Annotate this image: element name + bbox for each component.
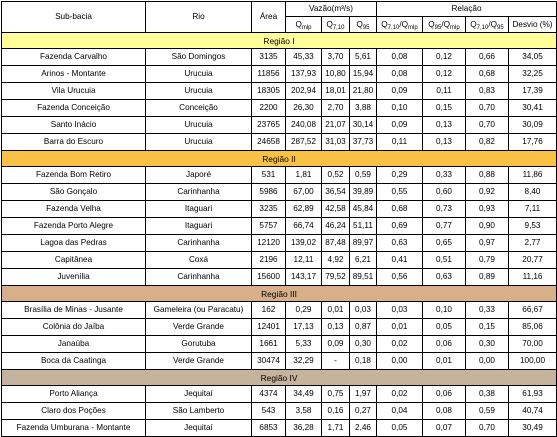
table-row [2,83,557,100]
cell-ratio-2: 0,06 [423,336,466,353]
cell-ratio-1: 0,02 [377,336,423,353]
cell-q7-10: 4,92 [322,252,350,269]
cell-desvio: 7,11 [509,201,557,218]
region-title: Região I [2,33,557,49]
cell-desvio: 32,25 [509,66,557,83]
cell-subbacia: Juvenília [2,269,146,286]
cell-subbacia: Capitânea [2,252,146,269]
cell-q95: 30,14 [350,117,377,134]
cell-ratio-3: 0,79 [466,252,509,269]
cell-rio: Carinhanha [146,269,252,286]
cell-ratio-2: 0,65 [423,235,466,252]
cell-ratio-3: 0,83 [466,83,509,100]
cell-q7-10: 79,52 [322,269,350,286]
cell-ratio-3: 0,33 [466,302,509,319]
cell-rio: Gorutuba [146,336,252,353]
cell-q-mlp: 202,94 [286,83,322,100]
cell-subbacia: Lagoa das Pedras [2,235,146,252]
cell-q7-10: 0,13 [322,319,350,336]
cell-q-mlp: 1,81 [286,167,322,184]
cell-q-mlp: 45,33 [286,49,322,66]
header-desvio: Desvio (%) [509,17,557,33]
table-row [2,184,557,201]
cell-ratio-3: 0,88 [466,167,509,184]
cell-q7-10: 18,01 [322,83,350,100]
cell-ratio-3: 0,66 [466,49,509,66]
cell-q-mlp: 67,00 [286,184,322,201]
cell-desvio: 100,00 [509,353,557,370]
cell-q95: 0,30 [350,336,377,353]
table-row [2,235,557,252]
cell-ratio-2: 0,10 [423,302,466,319]
table-row [2,100,557,117]
cell-q7-10: 0,09 [322,336,350,353]
cell-rio: Itaguari [146,201,252,218]
cell-desvio: 2,77 [509,235,557,252]
cell-ratio-3: 0,68 [466,66,509,83]
cell-rio: Japoré [146,167,252,184]
region-header [2,370,557,386]
cell-ratio-1: 0,55 [377,184,423,201]
cell-rio: Itaguari [146,218,252,235]
cell-q95: 0,59 [350,167,377,184]
cell-area: 2200 [252,100,286,117]
cell-area: 4374 [252,386,286,403]
cell-q95: 1,97 [350,386,377,403]
cell-ratio-1: 0,08 [377,66,423,83]
cell-ratio-1: 0,41 [377,252,423,269]
cell-area: 12401 [252,319,286,336]
cell-q7-10: 21,07 [322,117,350,134]
cell-q95: 2,46 [350,420,377,437]
header-q95: $Q_{95}$ [350,17,377,33]
cell-q95: 37,73 [350,134,377,151]
table-row [2,336,557,353]
cell-area: 11856 [252,66,286,83]
cell-area: 162 [252,302,286,319]
cell-rio: Carinhanha [146,184,252,201]
cell-area: 3135 [252,49,286,66]
cell-ratio-1: 0,69 [377,218,423,235]
cell-ratio-2: 0,06 [423,386,466,403]
cell-desvio: 11,16 [509,269,557,286]
cell-ratio-1: 0,04 [377,403,423,420]
cell-area: 15600 [252,269,286,286]
cell-area: 30474 [252,353,286,370]
region-header [2,286,557,302]
cell-ratio-3: 0,70 [466,420,509,437]
cell-rio: Conceição [146,100,252,117]
table-row [2,117,557,134]
table-row [2,302,557,319]
cell-ratio-3: 0,70 [466,117,509,134]
cell-rio: Urucuia [146,66,252,83]
cell-area: 2196 [252,252,286,269]
cell-ratio-3: 0,89 [466,269,509,286]
cell-q-mlp: 139,02 [286,235,322,252]
cell-q-mlp: 36,28 [286,420,322,437]
header-ratio-q7-10-q95: $Q_{7,10}/Q_{95}$ [466,17,509,33]
cell-ratio-2: 0,13 [423,117,466,134]
cell-rio: São Domingos [146,49,252,66]
cell-area: 5757 [252,218,286,235]
cell-ratio-1: 0,03 [377,302,423,319]
cell-q95: 0,27 [350,403,377,420]
header-area: Área [252,2,286,33]
cell-q7-10: 1,71 [322,420,350,437]
discharge-table [1,1,557,437]
table-row [2,66,557,83]
cell-q7-10: 42,58 [322,201,350,218]
cell-ratio-2: 0,05 [423,319,466,336]
cell-area: 5986 [252,184,286,201]
cell-q95: 51,11 [350,218,377,235]
cell-q95: 45,84 [350,201,377,218]
cell-subbacia: Boca da Caatinga [2,353,146,370]
cell-q95: 21,80 [350,83,377,100]
cell-q95: 3,88 [350,100,377,117]
cell-subbacia: Fazenda Conceição [2,100,146,117]
cell-area: 24658 [252,134,286,151]
table-row [2,420,557,437]
cell-q95: 39,89 [350,184,377,201]
table-row [2,49,557,66]
region-title: Região IV [2,370,557,386]
cell-desvio: 8,40 [509,184,557,201]
cell-subbacia: Claro dos Poções [2,403,146,420]
cell-ratio-1: 0,11 [377,134,423,151]
cell-ratio-3: 0,30 [466,336,509,353]
cell-desvio: 30,41 [509,100,557,117]
cell-subbacia: Santo Inácio [2,117,146,134]
cell-q7-10: 3,70 [322,49,350,66]
cell-q-mlp: 0,29 [286,302,322,319]
table-row [2,167,557,184]
cell-area: 12120 [252,235,286,252]
cell-q95: 0,18 [350,353,377,370]
cell-rio: Verde Grande [146,319,252,336]
cell-desvio: 17,39 [509,83,557,100]
cell-ratio-3: 0,38 [466,386,509,403]
cell-ratio-1: 0,09 [377,83,423,100]
cell-subbacia: Fazenda Umburana - Montante [2,420,146,437]
cell-area: 3235 [252,201,286,218]
cell-q7-10: 31,03 [322,134,350,151]
cell-area: 23765 [252,117,286,134]
region-title: Região III [2,286,557,302]
cell-q-mlp: 143,17 [286,269,322,286]
cell-ratio-3: 0,93 [466,201,509,218]
cell-ratio-1: 0,68 [377,201,423,218]
cell-q-mlp: 240,08 [286,117,322,134]
cell-q7-10: - [322,353,350,370]
cell-ratio-3: 0,97 [466,235,509,252]
cell-rio: Gameleira (ou Paracatu) [146,302,252,319]
cell-q7-10: 36,54 [322,184,350,201]
cell-subbacia: Janaúba [2,336,146,353]
table-row [2,403,557,420]
cell-ratio-2: 0,01 [423,353,466,370]
table-row [2,218,557,235]
header-ratio-q95-qmlp: $Q_{95}/Q_{mlp}$ [423,17,466,33]
cell-q95: 89,51 [350,269,377,286]
cell-desvio: 40,74 [509,403,557,420]
cell-desvio: 70,00 [509,336,557,353]
cell-subbacia: Fazenda Velha [2,201,146,218]
cell-ratio-1: 0,00 [377,353,423,370]
cell-ratio-2: 0,08 [423,403,466,420]
cell-area: 18305 [252,83,286,100]
cell-desvio: 11,86 [509,167,557,184]
cell-area: 543 [252,403,286,420]
cell-desvio: 30,09 [509,117,557,134]
cell-q-mlp: 12,11 [286,252,322,269]
table-row [2,319,557,336]
region-header [2,151,557,167]
cell-q95: 15,94 [350,66,377,83]
cell-ratio-2: 0,07 [423,420,466,437]
cell-subbacia: Barra do Escuro [2,134,146,151]
cell-ratio-2: 0,12 [423,49,466,66]
cell-ratio-1: 0,02 [377,386,423,403]
cell-desvio: 85,06 [509,319,557,336]
cell-q-mlp: 17,13 [286,319,322,336]
cell-subbacia: São Gonçalo [2,184,146,201]
cell-ratio-2: 0,33 [423,167,466,184]
cell-q-mlp: 3,58 [286,403,322,420]
cell-ratio-1: 0,09 [377,117,423,134]
header-q7-10: $Q_{7,10}$ [322,17,350,33]
cell-rio: Urucuia [146,83,252,100]
cell-ratio-1: 0,63 [377,235,423,252]
header-ratio-q7-10-qmlp: $Q_{7,10}/Q_{mlp}$ [377,17,423,33]
cell-desvio: 30,49 [509,420,557,437]
header-relacao: Relação [377,2,557,17]
cell-rio: Jequitaí [146,386,252,403]
cell-ratio-2: 0,15 [423,100,466,117]
header-subbacia: Sub-bacia [2,2,146,33]
cell-ratio-1: 0,56 [377,269,423,286]
header-row-1 [2,2,557,17]
cell-ratio-2: 0,77 [423,218,466,235]
header-vazao: Vazão(m³/s) [286,2,377,17]
cell-rio: Urucuia [146,117,252,134]
cell-ratio-3: 0,70 [466,100,509,117]
cell-ratio-2: 0,11 [423,83,466,100]
table-row [2,353,557,370]
cell-q7-10: 10,80 [322,66,350,83]
cell-area: 531 [252,167,286,184]
cell-area: 1661 [252,336,286,353]
cell-subbacia: Fazenda Porto Alegre [2,218,146,235]
cell-ratio-1: 0,29 [377,167,423,184]
cell-rio: Coxá [146,252,252,269]
cell-ratio-3: 0,59 [466,403,509,420]
cell-ratio-2: 0,12 [423,66,466,83]
cell-q-mlp: 34,49 [286,386,322,403]
cell-desvio: 66,67 [509,302,557,319]
cell-subbacia: Colônia do Jaíba [2,319,146,336]
cell-desvio: 9,53 [509,218,557,235]
cell-ratio-1: 0,08 [377,49,423,66]
cell-desvio: 20,77 [509,252,557,269]
cell-ratio-3: 0,82 [466,134,509,151]
cell-q7-10: 0,52 [322,167,350,184]
cell-q7-10: 87,48 [322,235,350,252]
cell-ratio-1: 0,01 [377,319,423,336]
cell-q-mlp: 32,29 [286,353,322,370]
cell-q95: 89,97 [350,235,377,252]
header-q-mlp: $Q_{mlp}$ [286,17,322,33]
cell-ratio-2: 0,63 [423,269,466,286]
cell-q95: 0,87 [350,319,377,336]
cell-area: 6853 [252,420,286,437]
cell-ratio-3: 0,00 [466,353,509,370]
cell-q95: 6,21 [350,252,377,269]
table-row [2,201,557,218]
cell-q-mlp: 26,30 [286,100,322,117]
cell-subbacia: Fazenda Bom Retiro [2,167,146,184]
cell-q95: 5,61 [350,49,377,66]
cell-q-mlp: 287,52 [286,134,322,151]
cell-q-mlp: 62,89 [286,201,322,218]
table-row [2,269,557,286]
cell-ratio-2: 0,60 [423,184,466,201]
cell-subbacia: Porto Aliança [2,386,146,403]
cell-rio: São Lamberto [146,403,252,420]
cell-q-mlp: 5,33 [286,336,322,353]
cell-q7-10: 2,70 [322,100,350,117]
cell-subbacia: Arinos - Montante [2,66,146,83]
cell-rio: Carinhanha [146,235,252,252]
table-row [2,134,557,151]
cell-subbacia: Vila Urucuia [2,83,146,100]
cell-q95: 0,03 [350,302,377,319]
cell-ratio-2: 0,13 [423,134,466,151]
table-row [2,386,557,403]
cell-q7-10: 46,24 [322,218,350,235]
cell-rio: Verde Grande [146,353,252,370]
cell-desvio: 34,05 [509,49,557,66]
cell-q7-10: 0,75 [322,386,350,403]
cell-ratio-1: 0,10 [377,100,423,117]
region-title: Região II [2,151,557,167]
cell-ratio-2: 0,51 [423,252,466,269]
header-rio: Rio [146,2,252,33]
cell-ratio-3: 0,92 [466,184,509,201]
table-row [2,252,557,269]
cell-q7-10: 0,01 [322,302,350,319]
cell-q7-10: 0,16 [322,403,350,420]
cell-ratio-3: 0,90 [466,218,509,235]
cell-subbacia: Fazenda Carvalho [2,49,146,66]
region-header [2,33,557,49]
cell-ratio-3: 0,15 [466,319,509,336]
cell-rio: Urucuia [146,134,252,151]
cell-rio: Jequitaí [146,420,252,437]
cell-q-mlp: 137,93 [286,66,322,83]
cell-subbacia: Brasília de Minas - Jusante [2,302,146,319]
cell-ratio-1: 0,05 [377,420,423,437]
cell-desvio: 17,76 [509,134,557,151]
cell-desvio: 61,93 [509,386,557,403]
cell-ratio-2: 0,73 [423,201,466,218]
cell-q-mlp: 66,74 [286,218,322,235]
